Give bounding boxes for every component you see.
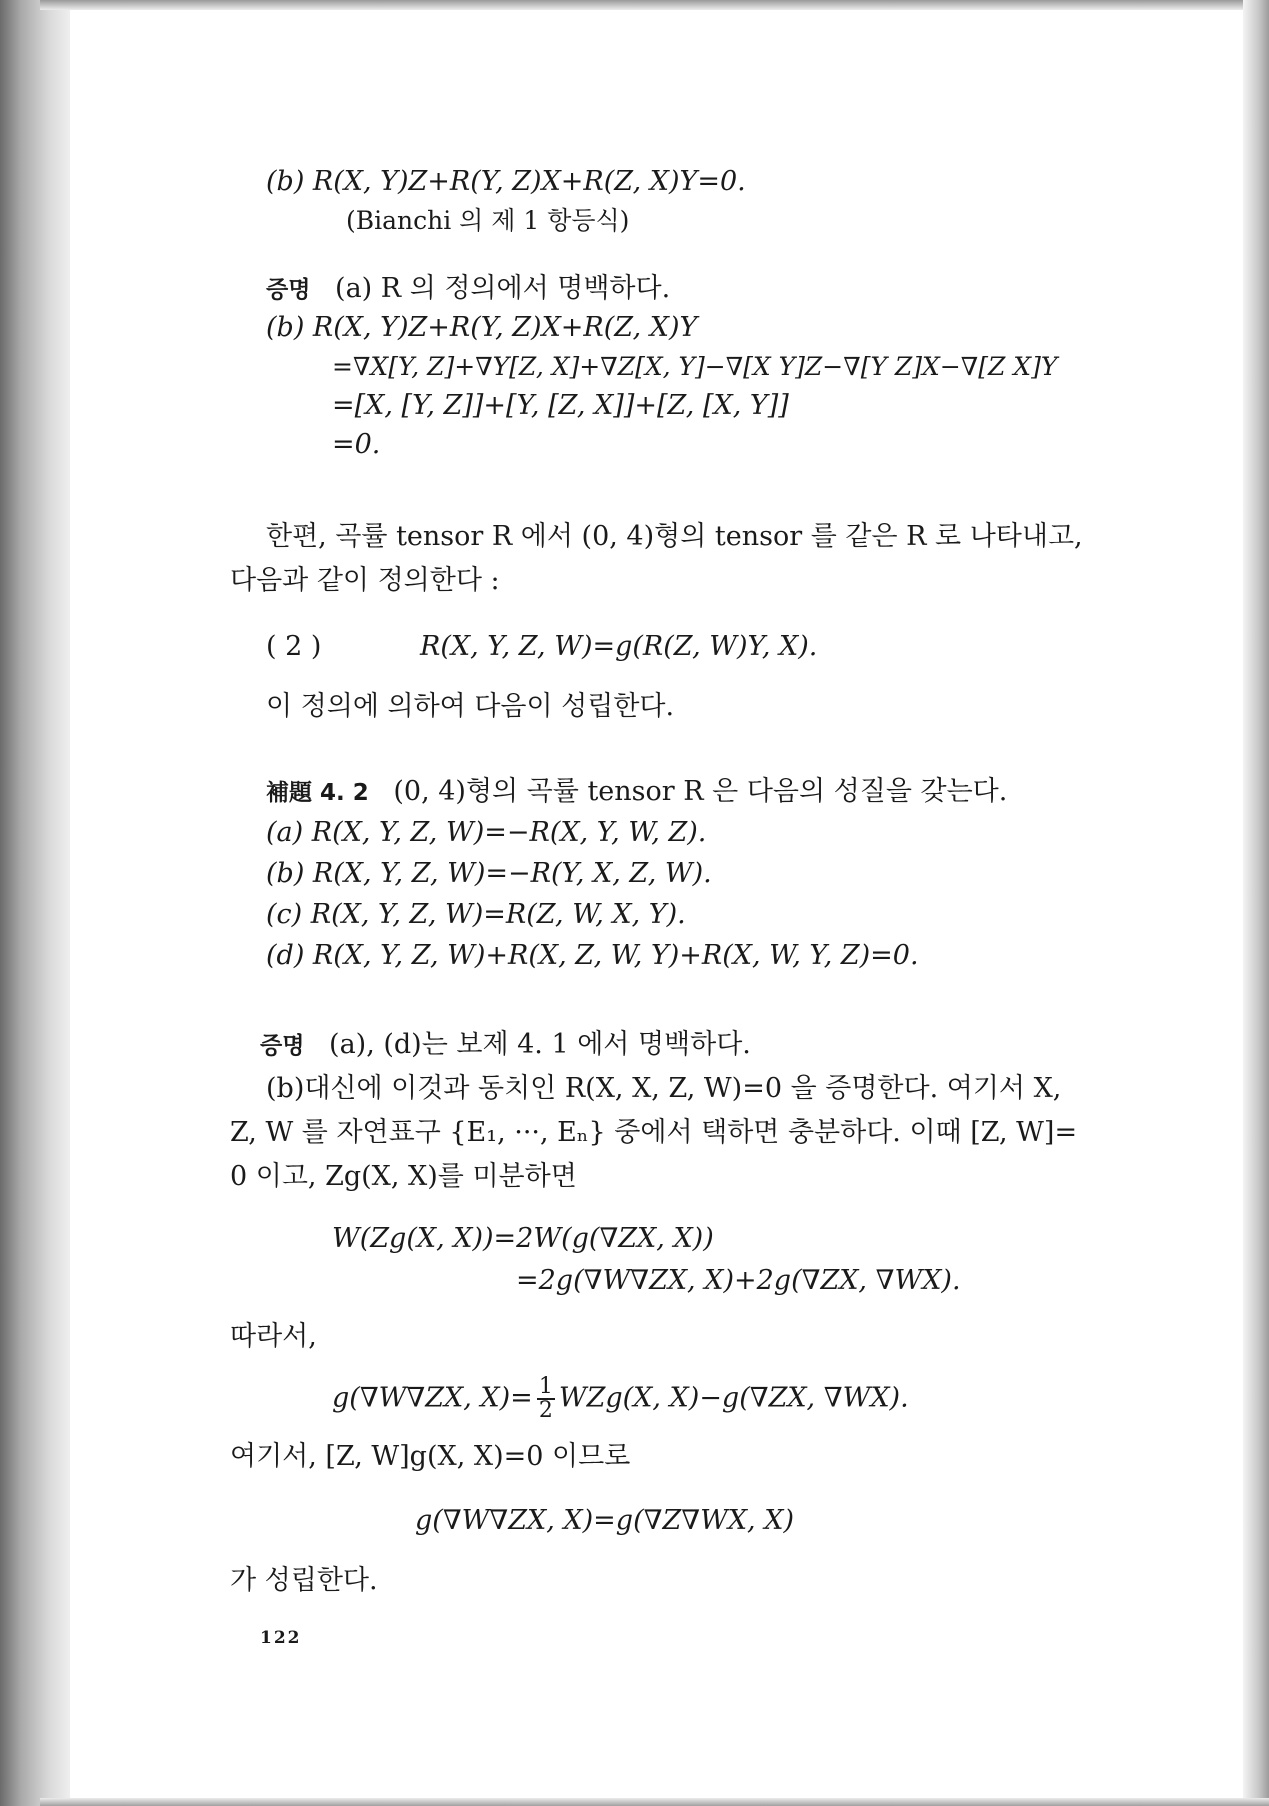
book-edge-right — [1243, 0, 1269, 1806]
page-number: 122 — [260, 1628, 302, 1648]
equation-half-left: g(∇W∇ZX, X)= — [332, 1382, 533, 1414]
equation-w-zg: W(Zg(X, X))=2W(g(∇ZX, X)) — [332, 1223, 714, 1254]
lemma-item-b: (b) R(X, Y, Z, W)=−R(Y, X, Z, W). — [266, 858, 712, 889]
equation-commute: g(∇W∇ZX, X)=g(∇Z∇WX, X) — [415, 1505, 794, 1536]
paragraph-define: 다음과 같이 정의한다 : — [230, 565, 500, 596]
proof2-para-2: Z, W 를 자연표구 {E₁, ···, Eₙ} 중에서 택하면 충분하다. 이때 [Z, W]= — [230, 1117, 1078, 1148]
proof2-line — [260, 1028, 751, 1063]
lemma-item-a: (a) R(X, Y, Z, W)=−R(X, Y, W, Z). — [266, 817, 707, 848]
proof2-text: (a), (d)는 보제 4. 1 에서 명백하다. — [329, 1029, 751, 1060]
paragraph-meanwhile: 한편, 곡률 tensor R 에서 (0, 4)형의 tensor 를 같은 R 로 나타내고, — [266, 521, 1083, 552]
proof-b-line: (b) R(X, Y)Z+R(Y, Z)X+R(Z, X)Y — [266, 312, 698, 343]
proof-b-bracket: =[X, [Y, Z]]+[Y, [Z, X]]+[Z, [X, Y]] — [332, 390, 789, 421]
proof-a-line — [266, 272, 670, 307]
fraction-one-half — [537, 1376, 555, 1422]
book-edge-left — [0, 0, 70, 1806]
equation-bianchi: (b) R(X, Y)Z+R(Y, Z)X+R(Z, X)Y=0. — [266, 166, 746, 197]
equation-half — [332, 1376, 909, 1422]
proof-b-expansion: =∇X[Y, Z]+∇Y[Z, X]+∇Z[X, Y]−∇[X Y]Z−∇[Y Z]X−∇[Z X]Y — [332, 352, 1058, 381]
book-page — [70, 10, 1243, 1798]
equation-2: R(X, Y, Z, W)=g(R(Z, W)Y, X). — [420, 631, 818, 662]
proof2-para-1: (b)대신에 이것과 동치인 R(X, X, Z, W)=0 을 증명한다. 여기서 X, — [266, 1073, 1062, 1104]
bianchi-caption: (Bianchi 의 제 1 항등식) — [346, 206, 630, 235]
equation-half-right: WZg(X, X)−g(∇ZX, ∇WX). — [558, 1382, 909, 1414]
equation-w-zg-cont: =2g(∇W∇ZX, X)+2g(∇ZX, ∇WX). — [516, 1265, 961, 1296]
paragraph-here: 여기서, [Z, W]g(X, X)=0 이므로 — [230, 1441, 631, 1472]
paragraph-therefore: 따라서, — [230, 1321, 317, 1352]
paragraph-holds: 이 정의에 의하여 다음이 성립한다. — [266, 691, 675, 722]
proof-label: 증명 — [266, 277, 311, 303]
lemma-item-c: (c) R(X, Y, Z, W)=R(Z, W, X, Y). — [266, 899, 686, 930]
lemma-item-d: (d) R(X, Y, Z, W)+R(X, Z, W, Y)+R(X, W, Y, Z)=0. — [266, 940, 919, 971]
lemma-text: (0, 4)형의 곡률 tensor R 은 다음의 성질을 갖는다. — [393, 776, 1008, 807]
book-edge-bottom — [40, 1798, 1269, 1806]
book-edge-top — [40, 0, 1269, 10]
equation-2-number: ( 2 ) — [266, 631, 322, 662]
fraction-denominator: 2 — [538, 1398, 553, 1423]
proof-b-zero: =0. — [332, 429, 381, 460]
lemma-header — [266, 775, 1007, 810]
paragraph-holds-final: 가 성립한다. — [230, 1565, 378, 1596]
proof2-label: 증명 — [260, 1033, 305, 1059]
fraction-numerator: 1 — [538, 1374, 553, 1399]
proof-a-text: (a) R 의 정의에서 명백하다. — [335, 273, 671, 304]
lemma-label: 補題 4. 2 — [266, 780, 369, 806]
proof2-para-3: 0 이고, Zg(X, X)를 미분하면 — [230, 1161, 577, 1192]
